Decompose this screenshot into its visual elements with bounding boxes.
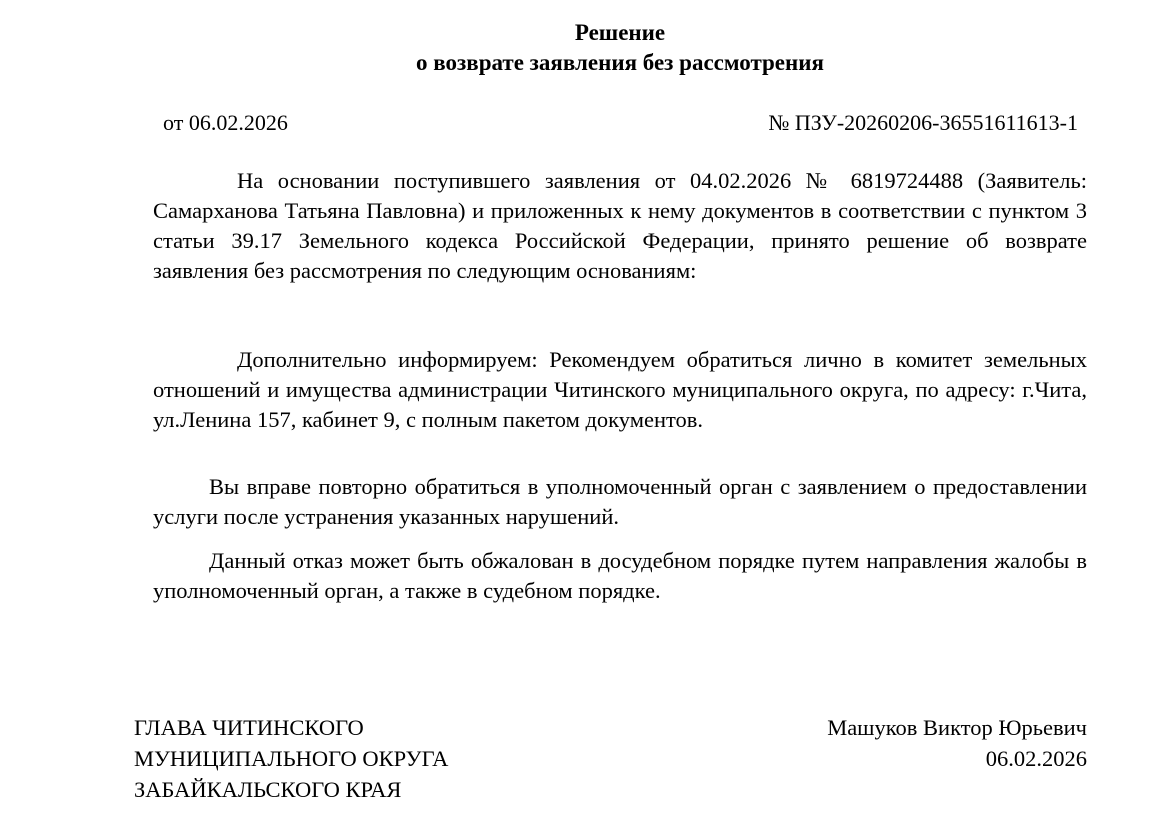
signatory-name: Машуков Виктор Юрьевич (827, 715, 1087, 740)
signatory-position-line: ЗАБАЙКАЛЬСКОГО КРАЯ (134, 777, 402, 802)
signature-date: 06.02.2026 (985, 746, 1087, 771)
paragraph-basis: На основании поступившего заявления от 04.02.2026 № 6819724488 (Заявитель: Самарханова Татьяна Павловна) и приложенных к нему документов в соответствии с пунктом 3 статьи 39.17 Земельного кодекса Российской Федерации, принято решение об возврате заявления без рассмотрения по следующим основаниям: (153, 168, 1087, 283)
document-subtitle: о возврате заявления без рассмотрения (416, 50, 824, 75)
signatory-position (134, 712, 448, 805)
document-title: Решение (574, 20, 666, 45)
paragraph-reapply: Вы вправе повторно обратиться в уполномоченный орган с заявлением о предоставлении услуги после устранения указанных нарушений. (153, 474, 1087, 529)
signatory-position-line: ГЛАВА ЧИТИНСКОГО (134, 715, 364, 740)
paragraph-appeal: Данный отказ может быть обжалован в досудебном порядке путем направления жалобы в уполномоченный орган, а также в судебном порядке. (153, 548, 1087, 603)
paragraph-additional-info: Дополнительно информируем: Рекомендуем обратиться лично в комитет земельных отношений и имущества администрации Читинского муниципального округа, по адресу: г.Чита, ул.Ленина 157, кабинет 9, с полным пакетом документов. (153, 347, 1087, 432)
signatory-block (827, 712, 1087, 774)
document-date: от 06.02.2026 (163, 110, 288, 135)
document-number: № ПЗУ-20260206-36551611613-1 (768, 110, 1078, 135)
signatory-position-line: МУНИЦИПАЛЬНОГО ОКРУГА (134, 746, 449, 771)
